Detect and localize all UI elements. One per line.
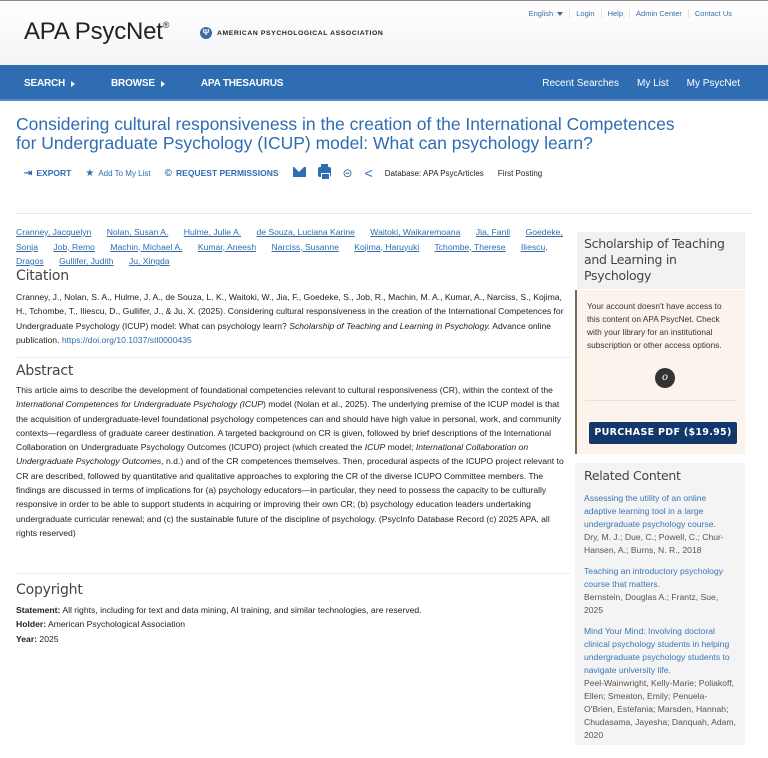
language-label: English [528, 9, 554, 18]
nav-apa-thesaurus[interactable]: APA THESAURUS [200, 78, 284, 89]
divider [16, 573, 571, 574]
author-link[interactable]: Narciss, Susanne [271, 241, 339, 252]
citation-text [16, 290, 571, 347]
year-label: Year: [16, 633, 38, 644]
related-heading: Related Content [584, 468, 681, 483]
info-icon[interactable]: o [655, 368, 675, 388]
doi-link[interactable]: https://doi.org/10.1037/stl0000435 [61, 334, 192, 345]
related-item [584, 565, 736, 617]
nav-my-list[interactable]: My List [636, 78, 669, 89]
database-label: Database: APA PsycArticles [384, 168, 484, 178]
apa-psi-icon: Ψ [200, 27, 212, 39]
author-link[interactable]: Iliescu, Dragos [16, 241, 548, 266]
author-link[interactable]: Goedeke, Sonja [16, 227, 563, 252]
related-item [584, 492, 736, 557]
abstract-italic: International Collaboration on Undergraduate Psychology Outcomes [16, 442, 529, 467]
abstract-part: ) model (Nolan et al., 2025). The underlying premise of the ICUP model is that the acquisition of undergraduate-level foundational psychology competences can and should have high value in personal, work, and community contexts—regardless of graduate career destination. A targeted background on CR is given, followed by brief descriptions of the International Collaboration on Undergraduate Psychology Outcomes (ICUPO) project (which created the [16, 399, 562, 453]
caret-right-icon [161, 81, 165, 87]
link-icon: ⊝ [342, 166, 353, 180]
request-permissions-button[interactable] [165, 168, 279, 179]
divider [585, 400, 737, 401]
export-icon: ⇥ [24, 167, 33, 179]
add-to-list-button[interactable] [85, 168, 150, 179]
print-button[interactable] [318, 166, 331, 180]
related-title-link[interactable]: Teaching an introductory psychology course that matters. [584, 566, 724, 589]
psycnet-logo[interactable] [24, 18, 169, 46]
nav-browse[interactable] [111, 78, 165, 89]
access-panel [575, 290, 745, 454]
abstract-text [16, 383, 571, 540]
divider [16, 357, 571, 358]
nav-search[interactable] [24, 78, 75, 89]
author-link[interactable]: Tchombe, Therese [434, 241, 506, 252]
related-title-link[interactable]: Assessing the utility of an online adaptive learning tool in a large undergraduate psychology course. [584, 493, 716, 529]
utility-links [523, 9, 738, 18]
holder-value: American Psychological Association [48, 619, 186, 630]
abstract-heading: Abstract [16, 363, 74, 379]
author-link[interactable]: Nolan, Susan A. [106, 227, 169, 237]
author-link[interactable]: Hulme, Julie A. [183, 227, 242, 237]
author-link[interactable]: Cranney, Jacquelyn [16, 227, 92, 237]
statement-value: All rights, including for text and data mining, AI training, and similar technologies, are reserved. [62, 605, 422, 615]
email-button[interactable] [293, 166, 306, 180]
copyright-year [16, 632, 422, 646]
author-link[interactable]: Kojima, Haruyuki [354, 241, 420, 252]
author-link[interactable]: Kumar, Aneesh [197, 241, 257, 252]
share-button[interactable] [365, 165, 373, 181]
related-item [584, 625, 736, 742]
copyright-icon: © [164, 167, 173, 179]
citation-suffix: Advance online publication. [16, 320, 552, 345]
star-icon: ★ [85, 167, 95, 179]
export-label: EXPORT [36, 168, 72, 178]
citation-heading: Citation [16, 268, 69, 284]
org-name: AMERICAN PSYCHOLOGICAL ASSOCIATION [217, 29, 384, 37]
related-meta: Bernstein, Douglas A.; Frantz, Sue, 2025 [584, 592, 719, 615]
related-title-link[interactable]: Mind Your Mind: Involving doctoral clinical psychology students in helping undergraduate psychology students to navigate university life. [584, 626, 730, 675]
citation-body: Cranney, J., Nolan, S. A., Hulme, J. A., de Souza, L. K., Waitoki, W., Jia, F., Goedeke, S., Job, R., Machin, M. A., Kumar, A., Narciss, S., Kojima, H., Tchombe, T., Iliescu, D., Gullifer, J., & Ju, X. (2025). Considering cultural responsiveness in the creation of the International Competences for Undergraduate Psychology (ICUP) model: What can psychology learn? [16, 292, 564, 331]
divider [16, 213, 752, 214]
permalink-button[interactable] [343, 166, 353, 180]
author-link[interactable]: Machin, Michael A. [110, 241, 183, 252]
nav-browse-label: BROWSE [111, 78, 155, 89]
article-toolbar [24, 165, 556, 181]
abstract-part: , n.d.) and of the CR competences themselves. Then, procedural aspects of the ICUPO project relevant to CR are described, followed by quantitative and qualitative approaches to exploring the CR of the diverse ICUPO Committee members. The findings are discussed in terms of implications for (a) psychology educators—in particular, they need to possess the capacity to be culturally responsive in order to be able to support students in acquiring or improving their own CR; (b) psychology education leaders undertaking undergraduate curricular renewal; and (c) the sustainable future of the discipline of psychology. (PsycInfo Database Record (c) 2025 APA, all rights reserved) [16, 456, 564, 538]
access-message: Your account doesn't have access to this content on APA PsycNet. Check with your library for an institutional subscription or other access options. [587, 301, 722, 350]
add-to-list-label: Add To My List [98, 168, 151, 178]
email-icon [293, 167, 306, 177]
related-content [575, 463, 745, 745]
print-icon [318, 167, 331, 177]
related-meta: Peel-Wainwright, Kelly-Marie; Poliakoff, Ellen; Smeaton, Emily; Penuela-O'Brien, Estefania; Marsden, Hannah; Chudasama, Jayesha; Danquah, Adam, 2020 [584, 678, 736, 740]
journal-title-box[interactable]: Scholarship of Teaching and Learning in Psychology [577, 232, 745, 289]
login-link[interactable]: Login [569, 9, 600, 18]
abstract-part: model; [387, 442, 414, 453]
year-value: 2025 [39, 633, 59, 644]
admin-center-link[interactable]: Admin Center [629, 9, 688, 18]
copyright-details [16, 603, 422, 646]
status-label: First Posting [497, 168, 543, 178]
share-icon: < [364, 165, 373, 181]
author-link[interactable]: Gullifer, Judith [59, 256, 114, 266]
abstract-italic: International Competences for Undergraduate Psychology (ICUP [16, 399, 263, 410]
purchase-pdf-button[interactable]: PURCHASE PDF ($19.95) [589, 422, 737, 444]
caret-down-icon [557, 12, 563, 16]
article-title: Considering cultural responsiveness in the creation of the International Competences for Undergraduate Psychology (ICUP) model: What can psychology learn? [16, 114, 675, 153]
nav-recent-searches[interactable]: Recent Searches [542, 78, 619, 89]
statement-label: Statement: [16, 605, 61, 615]
logo-text: APA PsycNet [24, 18, 163, 45]
help-link[interactable]: Help [601, 9, 629, 18]
language-select[interactable] [523, 9, 570, 18]
main-nav [0, 65, 768, 101]
apa-org-logo[interactable] [200, 27, 383, 39]
site-header [0, 0, 768, 65]
abstract-italic: ICUP [364, 442, 386, 453]
permissions-label: REQUEST PERMISSIONS [176, 168, 279, 178]
nav-search-label: SEARCH [24, 78, 66, 89]
registered-mark: ® [162, 20, 170, 30]
nav-my-psycnet[interactable]: My PsycNet [686, 78, 740, 89]
related-meta: Dry, M. J.; Due, C.; Powell, C.; Chur-Hansen, A.; Burns, N. R., 2018 [584, 532, 724, 555]
copyright-heading: Copyright [16, 582, 83, 598]
author-link[interactable]: de Souza, Luciana Karine [256, 227, 355, 237]
caret-right-icon [71, 81, 75, 87]
contact-us-link[interactable]: Contact Us [688, 9, 738, 18]
export-button[interactable] [24, 168, 71, 179]
author-link[interactable]: Job, Remo [53, 241, 95, 252]
copyright-statement [16, 603, 422, 617]
author-link[interactable]: Jia, Fanli [475, 227, 511, 237]
author-link[interactable]: Ju, Xingda [128, 256, 170, 266]
holder-label: Holder: [16, 619, 47, 630]
author-link[interactable]: Waitoki, Waikaremoana [370, 227, 461, 237]
copyright-holder [16, 617, 422, 631]
citation-journal: Scholarship of Teaching and Learning in Psychology. [289, 320, 491, 331]
abstract-part: This article aims to describe the development of foundational competencies relevant to cultural responsiveness (CR), within the context of the [16, 385, 553, 395]
author-list [16, 225, 566, 269]
